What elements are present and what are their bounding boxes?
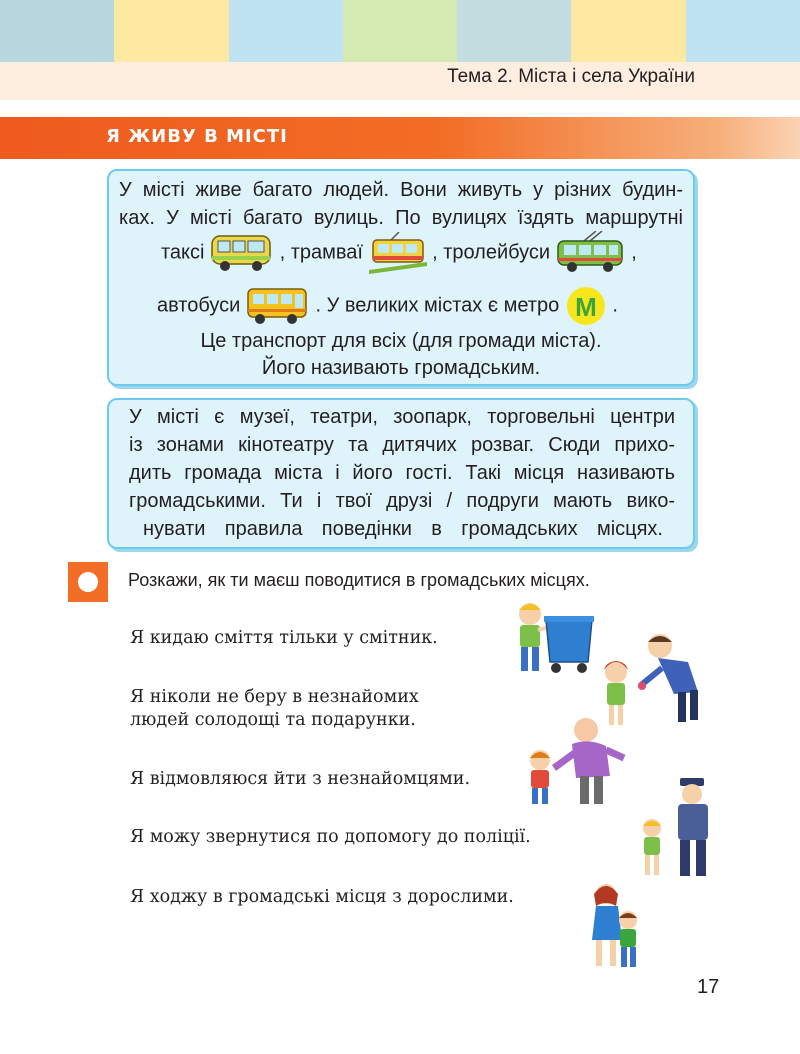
rule-text: Я можу звернутися по допомогу до поліції.	[130, 827, 531, 847]
box1-vehicles-row	[161, 231, 637, 277]
box2-line: нувати правила поведінки в громадських місцях.	[143, 518, 663, 540]
rule-text: Я кидаю сміття тільки у смітник.	[130, 628, 438, 648]
box1-text: ,	[631, 241, 637, 264]
box1-text: .	[612, 294, 618, 317]
rule-text: Я ніколи не беру в незнайомих	[130, 687, 419, 707]
bus-icon	[246, 285, 310, 327]
page-number: 17	[697, 976, 720, 998]
rule-text: Я відмовляюся йти з незнайомцями.	[130, 769, 471, 789]
stripe	[686, 0, 800, 62]
section-title: Я ЖИВУ В МІСТІ	[106, 126, 288, 147]
box1-text: , трамваї	[279, 241, 363, 264]
box1-bus-row	[157, 285, 618, 329]
stranger-candy-illustration	[598, 628, 714, 728]
stripe	[114, 0, 228, 62]
box2-line: У місті є музеї, театри, зоопарк, торговельні центри	[129, 406, 675, 428]
rule-text: людей солодощі та подарунки.	[130, 710, 416, 730]
task-marker-icon	[68, 562, 108, 602]
mother-child-illustration	[586, 880, 646, 972]
stripe	[457, 0, 571, 62]
public-places-box	[107, 398, 695, 549]
box1-text: . У великих містах є метро	[315, 294, 560, 317]
boy-trash-bin-illustration	[508, 598, 598, 680]
trolleybus-icon	[556, 231, 626, 275]
rule-text: Я ходжу в громадські місця з дорослими.	[130, 887, 514, 907]
box1-line: ках. У місті багато вулиць. По вулицях їздять маршрутні	[119, 207, 683, 229]
stripe	[571, 0, 685, 62]
box1-line: У місті живе багато людей. Вони живуть у різних будин-	[119, 179, 683, 201]
topic-title: Тема 2. Міста і села України	[447, 66, 695, 87]
stranger-pulling-boy-illustration	[520, 714, 632, 808]
transport-info-box	[107, 169, 695, 386]
police-officer-illustration	[636, 776, 716, 880]
stripe	[0, 0, 114, 62]
task-prompt: Розкажи, як ти маєш поводитися в громадських місцях.	[128, 570, 590, 590]
box1-line: Це транспорт для всіх (для громади міста).	[200, 330, 602, 352]
stripe	[343, 0, 457, 62]
box2-line: громадськими. Ти і твої друзі / подруги мають вико-	[129, 490, 675, 512]
header-stripes	[0, 0, 800, 62]
box1-text: , тролейбуси	[432, 241, 551, 264]
metro-letter: M	[574, 292, 597, 322]
box1-line: Його називають громадським.	[261, 357, 541, 379]
tram-icon	[369, 232, 427, 274]
metro-icon	[565, 285, 607, 327]
minibus-icon	[210, 232, 274, 274]
box2-line: із зонами кінотеатру та дитячих розваг. Сюди прихо-	[129, 434, 675, 456]
box1-text: автобуси	[157, 294, 241, 317]
box1-text: таксі	[161, 241, 205, 264]
box2-line: дить громада міста і його гості. Такі місця називають	[129, 462, 675, 484]
stripe	[229, 0, 343, 62]
